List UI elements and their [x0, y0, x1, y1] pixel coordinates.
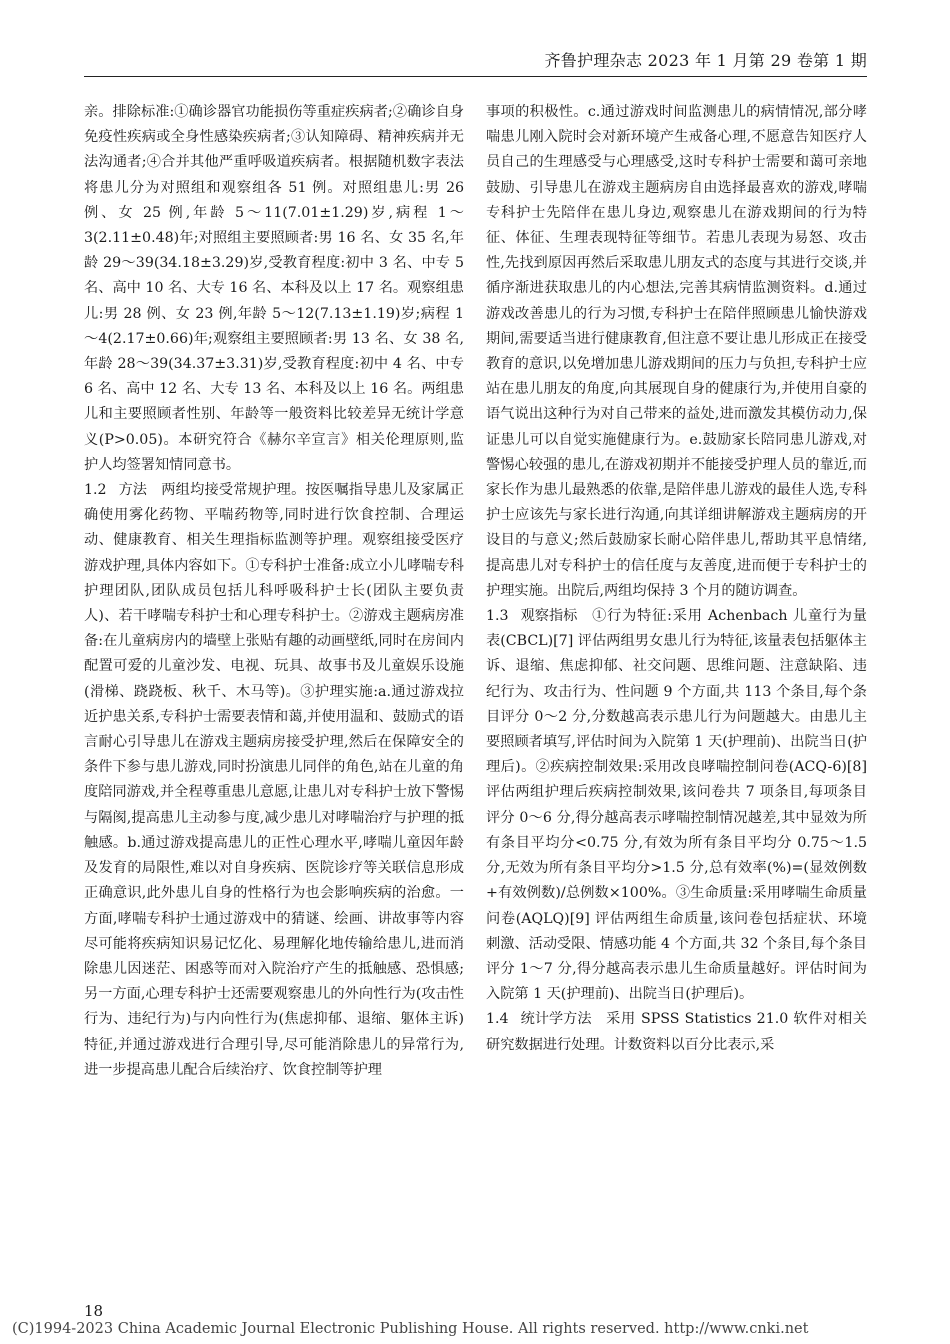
section-body: ①行为特征:采用 Achenbach 儿童行为量表(CBCL)[7] 评估两组男女患儿行为特征,该量表包括躯体主诉、退缩、焦虑抑郁、社交问题、思维问题、注意缺陷、违纪行为、攻击行为、性问题 9 个方面,共 113 个条目,每个条目评分 0～2 分,分数越高表示患儿行为问题越大。由患儿主要照顾者填写,评估时间为入院第 1 天(护理前)、出院当日(护理后)。②疾病控制效果:采用改良哮喘控制问卷(ACQ-6)[8] 评估两组护理后疾病控制效果,该问卷共 7 项条目,每项条目评分 0～6 分,得分越高表示哮喘控制情况越差,其中显效为所有条目平均分<0.75 分,有效为所有条目平均分 0.75～1.5 分,无效为所有条目平均分>1.5 分,总有效率(%)=(显效例数+有效例数)/总例数×100%。③生命质量:采用哮喘生命质量问卷(AQLQ)[9] 评估两组生命质量,该问卷包括症状、环境刺激、活动受限、情感功能 4 个方面,共 32 个条目,每个条目评分 1～7 分,得分越高表示患儿生命质量越好。评估时间为入院第 1 天(护理前)、出院当日(护理后)。	[486, 608, 867, 1003]
section-body: 两组均接受常规护理。按医嘱指导患儿及家属正确使用雾化药物、平喘药物等,同时进行饮食控制、合理运动、健康教育、相关生理指标监测等护理。观察组接受医疗游戏护理,具体内容如下。①专科护士准备:成立小儿哮喘专科护理团队,团队成员包括儿科呼吸科护士长(团队主要负责人)、若干哮喘专科护士和心理专科护士。②游戏主题病房准备:在儿童病房内的墙壁上张贴有趣的动画壁纸,同时在房间内配置可爱的儿童沙发、电视、玩具、故事书及儿童娱乐设施(滑梯、跷跷板、秋千、木马等)。③护理实施:a.通过游戏拉近护患关系,专科护士需要表情和蔼,并使用温和、鼓励式的语言耐心引导患儿在游戏主题病房接受护理,然后在保障安全的条件下参与患儿游戏,同时扮演患儿同伴的角色,站在儿童的角度陪同游戏,并全程尊重患儿意愿,让患儿对专科护士放下警惕与隔阂,提高患儿主动参与度,减少患儿对哮喘治疗与护理的抵触感。b.通过游戏提高患儿的正性心理水平,哮喘儿童因年龄及发育的局限性,难以对自身疾病、医院诊疗等关联信息形成正确意识,此外患儿自身的性格行为也会影响疾病的治愈。一方面,哮喘专科护士通过游戏中的猜谜、绘画、讲故事等内容尽可能将疾病知识易记忆化、易理解化地传输给患儿,进而消除患儿因迷茫、困惑等而对入院治疗产生的抵触感、恐惧感;另一方面,心理专科护士还需要观察患儿的外向性行为(攻击性行为、违纪行为)与内向性行为(焦虑抑郁、退缩、躯体主诉)特征,并通过游戏进行合理引导,尽可能消除患儿的异常行为,进一步提高患儿配合后续治疗、饮食控制等护理	[84, 482, 464, 1078]
header-divider	[84, 76, 867, 77]
section-number: 1.4	[486, 1011, 509, 1028]
running-header	[0, 40, 950, 76]
section-title: 观察指标	[520, 608, 578, 625]
copyright-footer: (C)1994-2023 China Academic Journal Electronic Publishing House. All rights reserved. http://www.cnki.net	[12, 1321, 809, 1337]
section-body: 采用 SPSS Statistics 21.0 软件对相关研究数据进行处理。计数资料以百分比表示,采	[486, 1011, 867, 1053]
section-1-2	[84, 478, 464, 1083]
section-number: 1.3	[486, 608, 509, 625]
section-1-3	[486, 604, 867, 1007]
paragraph-method-continued: 事项的积极性。c.通过游戏时间监测患儿的病情情况,部分哮喘患儿刚入院时会对新环境产生戒备心理,不愿意告知医疗人员自己的生理感受与心理感受,这时专科护士需要和蔼可亲地鼓励、引导患儿在游戏主题病房自由选择最喜欢的游戏,哮喘专科护士先陪伴在患儿身边,观察患儿在游戏期间的行为特征、体征、生理表现特征等细节。若患儿表现为易怒、攻击性,先找到原因再然后采取患儿朋友式的态度与其进行交谈,并循序渐进获取患儿的内心想法,完善其病情监测资料。d.通过游戏改善患儿的行为习惯,专科护士在陪伴照顾患儿愉快游戏期间,需要适当进行健康教育,但注意不要让患儿形成正在接受教育的意识,以免增加患儿游戏期间的压力与负担,专科护士应站在患儿朋友的角度,向其展现自身的健康行为,并使用自豪的语气说出这种行为对自己带来的益处,进而激发其模仿动力,保证患儿可以自觉实施健康行为。e.鼓励家长陪同患儿游戏,对警惕心较强的患儿,在游戏初期并不能接受护理人员的靠近,而家长作为患儿最熟悉的依靠,是陪伴患儿游戏的最佳人选,专科护士应该先与家长进行沟通,向其详细讲解游戏主题病房的开设目的与意义;然后鼓励家长耐心陪伴患儿,帮助其平息情绪,提高患儿对专科护士的信任度与友善度,进而便于专科护士的护理实施。出院后,两组均保持 3 个月的随访调查。	[486, 104, 867, 599]
page-number: 18	[84, 1302, 104, 1320]
section-number: 1.2	[84, 482, 107, 499]
left-column	[84, 100, 464, 1083]
section-title: 方法	[118, 482, 147, 499]
paragraph-exclusion-criteria: 亲。排除标准:①确诊器官功能损伤等重症疾病者;②确诊自身免疫性疾病或全身性感染疾病者;③认知障碍、精神疾病并无法沟通者;④合并其他严重呼吸道疾病者。根据随机数字表法将患儿分为对照组和观察组各 51 例。对照组患儿:男 26 例、女 25 例,年龄 5～11(7.01±1.29)岁,病程 1～3(2.11±0.48)年;对照组主要照顾者:男 16 名、女 35 名,年龄 29～39(34.18±3.29)岁,受教育程度:初中 3 名、中专 5 名、高中 10 名、大专 16 名、本科及以上 17 名。观察组患儿:男 28 例、女 23 例,年龄 5～12(7.13±1.19)岁;病程 1～4(2.17±0.66)年;观察组主要照顾者:男 13 名、女 38 名,年龄 28～39(34.37±3.31)岁,受教育程度:初中 4 名、中专 6 名、高中 12 名、大专 13 名、本科及以上 16 名。两组患儿和主要照顾者性别、年龄等一般资料比较差异无统计学意义(P>0.05)。本研究符合《赫尔辛宣言》相关伦理原则,监护人均签署知情同意书。	[84, 104, 464, 473]
section-title: 统计学方法	[520, 1011, 592, 1028]
section-1-4	[486, 1007, 867, 1057]
right-column	[486, 100, 867, 1058]
journal-title: 齐鲁护理杂志 2023 年 1 月第 29 卷第 1 期	[544, 51, 867, 70]
